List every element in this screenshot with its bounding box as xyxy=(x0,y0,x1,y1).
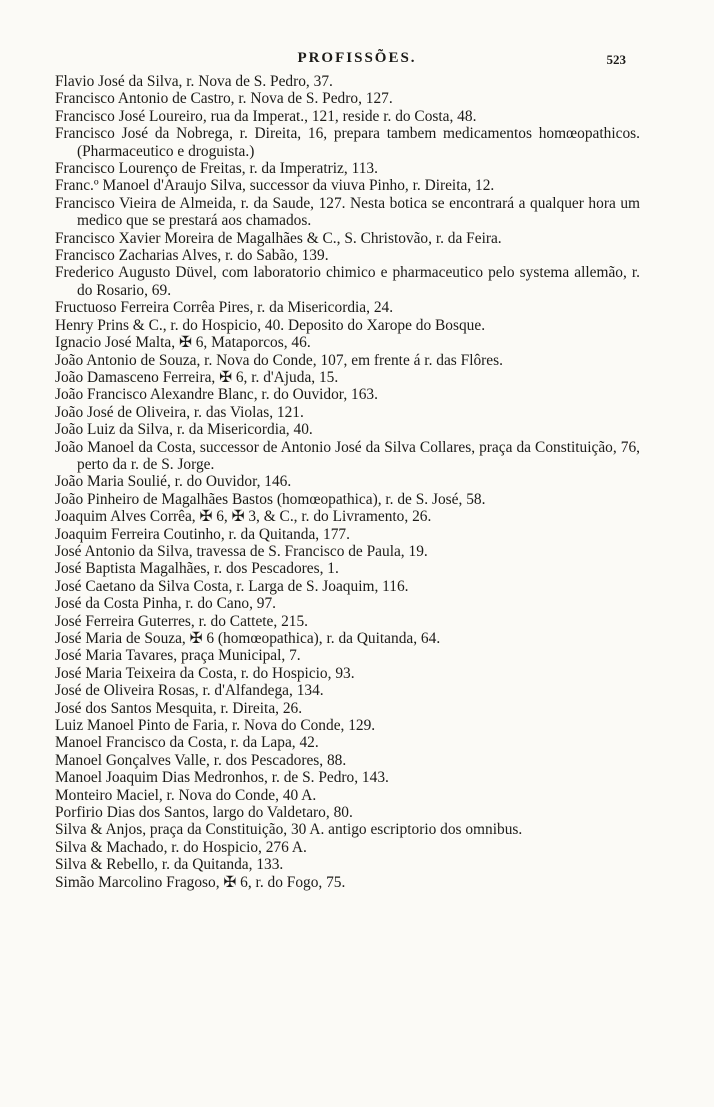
directory-entry: Silva & Anjos, praça da Constituição, 30 A. antigo escriptorio dos omnibus. xyxy=(55,821,523,839)
directory-entry: Fructuoso Ferreira Corrêa Pires, r. da Misericordia, 24. xyxy=(55,299,394,317)
directory-entry: João Manoel da Costa, successor de Antonio José da Silva Collares, praça da Constituição, 76, perto da r. de S. Jorge. xyxy=(55,438,640,473)
directory-entry: Francisco Antonio de Castro, r. Nova de S. Pedro, 127. xyxy=(55,90,393,108)
directory-entry: Luiz Manoel Pinto de Faria, r. Nova do Conde, 129. xyxy=(55,717,376,735)
directory-entry: Francisco Zacharias Alves, r. do Sabão, 139. xyxy=(55,247,329,265)
directory-entry: Francisco José da Nobrega, r. Direita, 16, prepara tambem medicamentos homœopathicos. (Pharmaceutico e droguista.) xyxy=(55,125,640,160)
directory-entry: Joaquim Alves Corrêa, ✠ 6, ✠ 3, & C., r. do Livramento, 26. xyxy=(55,508,432,526)
directory-entry: José de Oliveira Rosas, r. d'Alfandega, 134. xyxy=(55,682,324,700)
directory-entry: Flavio José da Silva, r. Nova de S. Pedro, 37. xyxy=(55,73,333,90)
directory-entry: João Luiz da Silva, r. da Misericordia, 40. xyxy=(55,421,313,439)
directory-entry: João Maria Soulié, r. do Ouvidor, 146. xyxy=(55,473,292,491)
directory-entry: José Maria de Souza, ✠ 6 (homœopathica), r. da Quitanda, 64. xyxy=(55,630,441,647)
directory-entry: Silva & Machado, r. do Hospicio, 276 A. xyxy=(55,838,307,856)
directory-entry: Joaquim Ferreira Coutinho, r. da Quitanda, 177. xyxy=(55,525,350,543)
directory-entry: Manoel Gonçalves Valle, r. dos Pescadores, 88. xyxy=(55,751,347,769)
section-title: PROFISSÕES. xyxy=(297,50,417,66)
directory-entry: João Francisco Alexandre Blanc, r. do Ouvidor, 163. xyxy=(55,386,378,404)
directory-entry: Manoel Francisco da Costa, r. da Lapa, 42. xyxy=(55,734,319,752)
directory-entry: Francisco Xavier Moreira de Magalhães & C., S. Christovão, r. da Feira. xyxy=(55,229,502,247)
directory-entry: José dos Santos Mesquita, r. Direita, 26. xyxy=(55,699,303,717)
directory-entry: José Maria Teixeira da Costa, r. do Hospicio, 93. xyxy=(55,664,355,682)
directory-entry: José da Costa Pinha, r. do Cano, 97. xyxy=(55,595,277,613)
directory-entry: Francisco José Loureiro, rua da Imperat., 121, reside r. do Costa, 48. xyxy=(55,107,477,125)
directory-entry: João José de Oliveira, r. das Violas, 121. xyxy=(55,403,304,421)
directory-entry: Porfirio Dias dos Santos, largo do Valdetaro, 80. xyxy=(55,804,353,822)
directory-entry: João Pinheiro de Magalhães Bastos (homœopathica), r. de S. José, 58. xyxy=(55,490,486,508)
directory-entry: Ignacio José Malta, ✠ 6, Mataporcos, 46. xyxy=(55,334,311,352)
directory-entry: Monteiro Maciel, r. Nova do Conde, 40 A. xyxy=(55,786,317,804)
page-number: 523 xyxy=(606,52,626,67)
directory-entry: José Maria Tavares, praça Municipal, 7. xyxy=(55,647,301,665)
directory-entry: Silva & Rebello, r. da Quitanda, 133. xyxy=(55,856,284,874)
directory-entry: João Antonio de Souza, r. Nova do Conde, 107, em frente á r. das Flôres. xyxy=(55,351,503,369)
directory-entry: Francisco Vieira de Almeida, r. da Saude, 127. Nesta botica se encontrará a qualquer hora um medico que se prestará aos chamados. xyxy=(55,194,640,230)
directory-entry: José Baptista Magalhães, r. dos Pescadores, 1. xyxy=(55,560,339,578)
directory-entry: José Antonio da Silva, travessa de S. Francisco de Paula, 19. xyxy=(55,542,428,560)
directory-entry: Francisco Lourenço de Freitas, r. da Imperatriz, 113. xyxy=(55,160,378,178)
entry-list xyxy=(55,73,640,891)
directory-entry: João Damasceno Ferreira, ✠ 6, r. d'Ajuda, 15. xyxy=(55,368,339,386)
directory-entry: Franc.º Manoel d'Araujo Silva, successor da viuva Pinho, r. Direita, 12. xyxy=(55,177,495,195)
directory-entry: José Ferreira Guterres, r. do Cattete, 215. xyxy=(55,612,309,630)
directory-entry: Frederico Augusto Düvel, com laboratorio chimico e pharmaceutico pelo systema allemão, r. do Rosario, 69. xyxy=(55,264,640,299)
directory-entry: Simão Marcolino Fragoso, ✠ 6, r. do Fogo, 75. xyxy=(55,873,346,891)
directory-entry: Henry Prins & C., r. do Hospicio, 40. Deposito do Xarope do Bosque. xyxy=(55,316,486,334)
directory-entry: José Caetano da Silva Costa, r. Larga de S. Joaquim, 116. xyxy=(55,577,409,595)
directory-entry: Manoel Joaquim Dias Medronhos, r. de S. Pedro, 143. xyxy=(55,769,389,787)
page-header xyxy=(0,50,714,74)
